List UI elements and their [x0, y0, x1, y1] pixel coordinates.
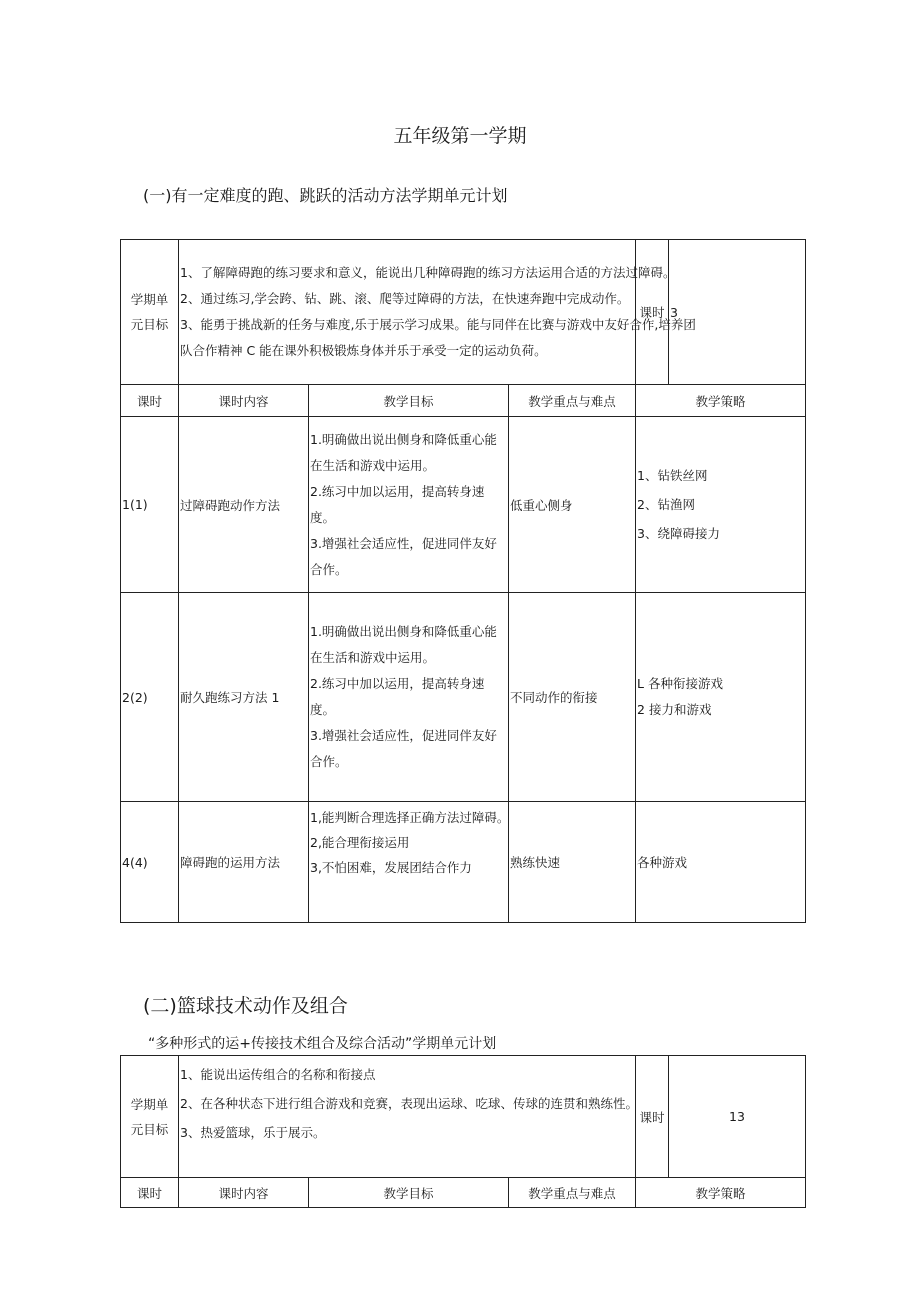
objective-line: 在生活和游戏中运用。	[310, 457, 436, 473]
strategies-cell	[636, 802, 806, 923]
goals-label: 学期单元目标	[130, 1096, 169, 1137]
goals-label: 学期单元目标	[130, 292, 169, 332]
strategy-item: 2 接力和游戏	[637, 702, 712, 717]
objectives-cell	[309, 417, 509, 593]
column-header: 教学重点与难点	[509, 1178, 636, 1208]
objectives-cell	[309, 593, 509, 802]
goal-item: 1、了解障碍跑的练习要求和意义，能说出几种障碍跑的练习方法运用合适的方法过障碍。	[180, 265, 676, 280]
lesson-cell: 2(2)	[121, 593, 179, 802]
section2-heading: (二)篮球技术动作及组合	[143, 995, 348, 1017]
objective-line: 2.练习中加以运用，提高转身速	[310, 483, 485, 499]
hours-label: 课时	[636, 1056, 669, 1177]
column-header: 课时	[121, 385, 179, 417]
column-header: 教学策略	[636, 1178, 806, 1208]
goals-label-cell	[121, 240, 179, 385]
objective-line: 2,能合理衔接运用	[310, 835, 410, 850]
objective-line: 1,能判断合理选择正确方法过障碍。	[310, 810, 510, 825]
objective-line: 在生活和游戏中运用。	[310, 650, 436, 665]
content-cell: 障碍跑的运用方法	[179, 802, 309, 923]
table-row	[121, 802, 806, 923]
lesson-cell: 1(1)	[121, 417, 179, 593]
strategy-item: 3、绕障碍接力	[637, 526, 720, 541]
goal-item: 2、在各种状态下进行组合游戏和竞赛，表现出运球、吃球、传球的连贯和熟练性。	[180, 1096, 638, 1111]
objective-line: 1.明确做出说出侧身和降低重心能	[310, 431, 497, 447]
strategies-cell	[636, 417, 806, 593]
goals-label-cell	[121, 1056, 179, 1178]
column-header: 教学策略	[636, 385, 806, 417]
objective-line: 合作。	[310, 754, 348, 769]
focus-cell: 不同动作的衔接	[509, 593, 636, 802]
section2-subheading: “多种形式的运+传接技术组合及综合活动”学期单元计划	[148, 1036, 497, 1052]
section2-table	[120, 1055, 806, 1208]
hours-cell	[636, 240, 806, 385]
strategy-item: 各种游戏	[637, 855, 688, 870]
hours-cell	[636, 1056, 806, 1178]
objective-line: 1.明确做出说出侧身和降低重心能	[310, 624, 497, 639]
objective-line: 3.增强社会适应性，促进同伴友好	[310, 535, 497, 551]
objective-line: 3.增强社会适应性，促进同伴友好	[310, 728, 497, 743]
hours-value: 13	[729, 1109, 745, 1124]
goal-item: 2、通过练习,学会跨、钻、跳、滚、爬等过障碍的方法，在快速奔跑中完成动作。	[180, 291, 630, 306]
hours-label: 课时	[636, 240, 669, 384]
strategies-cell	[636, 593, 806, 802]
column-header: 教学重点与难点	[509, 385, 636, 417]
column-header: 教学目标	[309, 1178, 509, 1208]
table-row	[121, 593, 806, 802]
objective-line: 合作。	[310, 561, 348, 577]
column-header: 课时内容	[179, 1178, 309, 1208]
objective-line: 3,不怕困难，发展团结合作力	[310, 860, 472, 875]
content-cell: 耐久跑练习方法 1	[179, 593, 309, 802]
strategy-item: 2、钻渔网	[637, 497, 695, 512]
objective-line: 2.练习中加以运用，提高转身速	[310, 676, 485, 691]
focus-cell: 低重心侧身	[509, 417, 636, 593]
hours-value: 3	[670, 305, 678, 320]
focus-cell: 熟练快速	[509, 802, 636, 923]
column-header: 教学目标	[309, 385, 509, 417]
objective-line: 度。	[310, 702, 336, 717]
goals-cell	[179, 1056, 636, 1178]
section1-heading: (一)有一定难度的跑、跳跃的活动方法学期单元计划	[143, 186, 508, 205]
goal-item: 1、能说出运传组合的名称和衔接点	[180, 1067, 376, 1082]
goal-item: 3、热爱篮球，乐于展示。	[180, 1125, 326, 1140]
content-cell: 过障碍跑动作方法	[179, 417, 309, 593]
objectives-cell	[309, 802, 509, 923]
strategy-item: L 各种衔接游戏	[637, 676, 723, 691]
column-header: 课时内容	[179, 385, 309, 417]
section1-table	[120, 239, 806, 923]
column-header: 课时	[121, 1178, 179, 1208]
lesson-cell: 4(4)	[121, 802, 179, 923]
objective-line: 度。	[310, 509, 336, 525]
table-row	[121, 417, 806, 593]
goal-item: 3、能勇于挑战新的任务与难度,乐于展示学习成果。能与同伴在比赛与游戏中友好合作,培养团队合作精神 C 能在课外积极锻炼身体并乐于承受一定的运动负荷。	[180, 317, 696, 358]
page-title: 五年级第一学期	[393, 125, 527, 147]
strategy-item: 1、钻铁丝网	[637, 468, 708, 483]
